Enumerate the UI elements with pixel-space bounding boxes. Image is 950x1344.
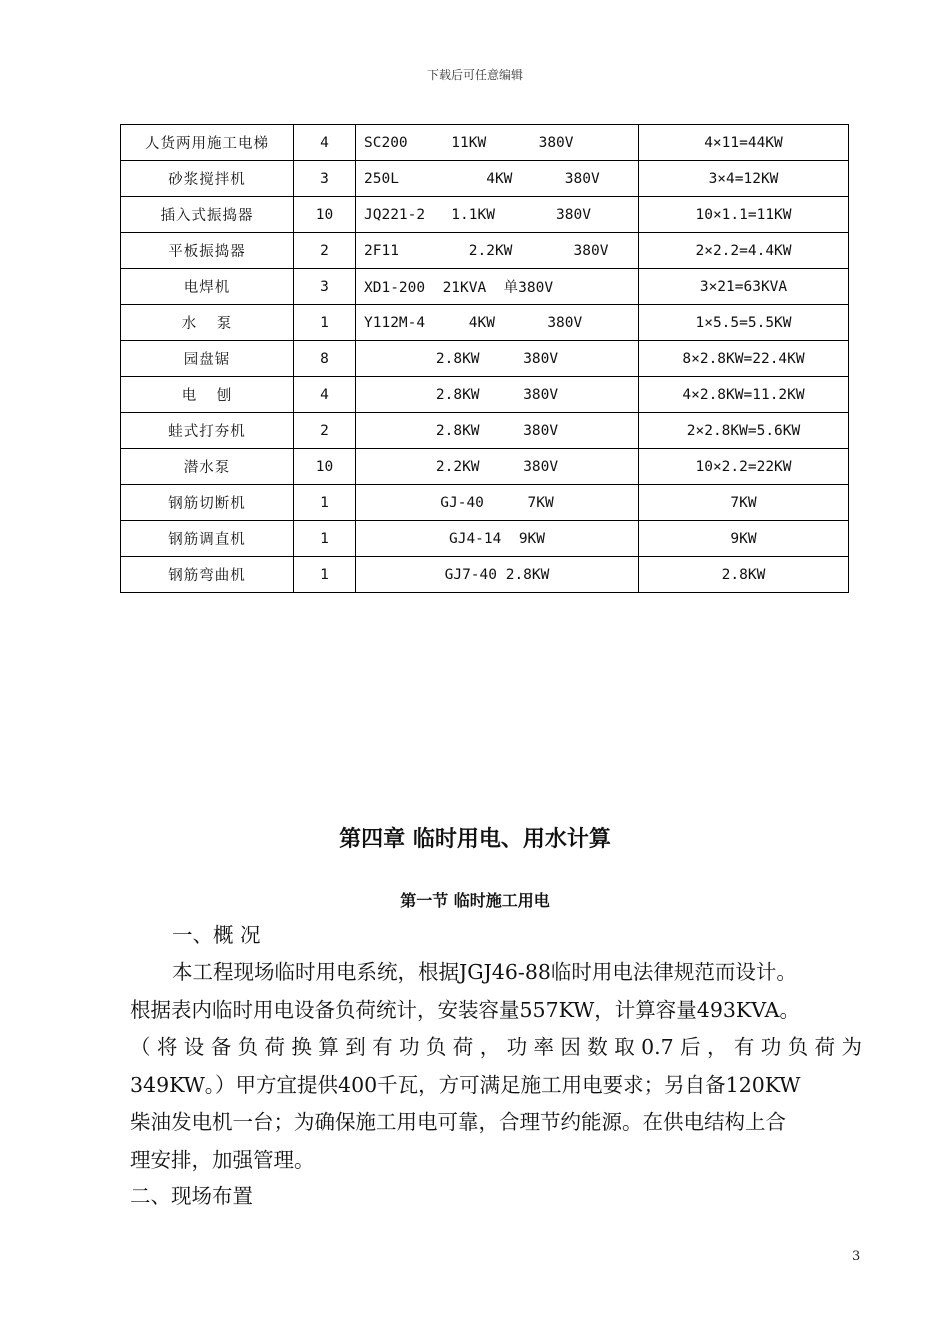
- paragraph-line: 柴油发电机一台；为确保施工用电可靠，合理节约能源。在供电结构上合: [130, 1110, 786, 1134]
- equipment-name-cell: 钢筋弯曲机: [121, 557, 294, 593]
- table-row: [121, 413, 849, 449]
- spec-cell: GJ7-40 2.8KW: [356, 557, 639, 593]
- equipment-name-cell: 园盘锯: [121, 341, 294, 377]
- quantity-cell: 8: [294, 341, 356, 377]
- quantity-cell: 10: [294, 449, 356, 485]
- equipment-name-cell: 蛙式打夯机: [121, 413, 294, 449]
- table-row: [121, 341, 849, 377]
- equipment-table-body: [121, 125, 849, 593]
- equipment-name-cell: 电焊机: [121, 269, 294, 305]
- quantity-cell: 1: [294, 305, 356, 341]
- heading-overview: 一、概 况: [172, 923, 261, 947]
- spec-cell: SC200 11KW 380V: [356, 125, 639, 161]
- equipment-table: [120, 124, 849, 593]
- heading-site-layout: 二、现场布置: [130, 1184, 253, 1208]
- table-row: [121, 233, 849, 269]
- quantity-cell: 10: [294, 197, 356, 233]
- page-number: 3: [852, 1249, 861, 1264]
- equipment-name-cell: 水 泵: [121, 305, 294, 341]
- paragraph-line: 理安排，加强管理。: [130, 1147, 315, 1172]
- table-row: [121, 485, 849, 521]
- table-row: [121, 269, 849, 305]
- spec-cell: 2F11 2.2KW 380V: [356, 233, 639, 269]
- total-load-cell: 4×2.8KW=11.2KW: [639, 377, 849, 413]
- spec-cell: Y112M-4 4KW 380V: [356, 305, 639, 341]
- total-load-cell: 2×2.8KW=5.6KW: [639, 413, 849, 449]
- table-row: [121, 125, 849, 161]
- total-load-cell: 3×4=12KW: [639, 161, 849, 197]
- equipment-name-cell: 平板振捣器: [121, 233, 294, 269]
- total-load-cell: 10×2.2=22KW: [639, 449, 849, 485]
- quantity-cell: 3: [294, 161, 356, 197]
- quantity-cell: 1: [294, 485, 356, 521]
- quantity-cell: 1: [294, 521, 356, 557]
- table-row: [121, 449, 849, 485]
- table-row: [121, 305, 849, 341]
- spec-cell: 2.8KW 380V: [356, 413, 639, 449]
- total-load-cell: 7KW: [639, 485, 849, 521]
- quantity-cell: 2: [294, 413, 356, 449]
- section-title: 第一节 临时施工用电: [400, 891, 550, 910]
- table-row: [121, 377, 849, 413]
- spec-cell: 2.2KW 380V: [356, 449, 639, 485]
- spec-cell: 2.8KW 380V: [356, 377, 639, 413]
- total-load-cell: 2.8KW: [639, 557, 849, 593]
- total-load-cell: 4×11=44KW: [639, 125, 849, 161]
- chapter-title: 第四章 临时用电、用水计算: [339, 827, 611, 852]
- total-load-cell: 3×21=63KVA: [639, 269, 849, 305]
- table-row: [121, 197, 849, 233]
- table-row: [121, 557, 849, 593]
- equipment-name-cell: 潜水泵: [121, 449, 294, 485]
- quantity-cell: 1: [294, 557, 356, 593]
- equipment-name-cell: 砂浆搅拌机: [121, 161, 294, 197]
- equipment-name-cell: 钢筋调直机: [121, 521, 294, 557]
- spec-cell: 250L 4KW 380V: [356, 161, 639, 197]
- total-load-cell: 9KW: [639, 521, 849, 557]
- overview-paragraph: [130, 954, 862, 1179]
- equipment-name-cell: 电 刨: [121, 377, 294, 413]
- quantity-cell: 4: [294, 377, 356, 413]
- spec-cell: 2.8KW 380V: [356, 341, 639, 377]
- spec-cell: XD1-200 21KVA 单380V: [356, 269, 639, 305]
- paragraph-line: 根据表内临时用电设备负荷统计，安装容量557KW，计算容量493KVA。: [130, 997, 800, 1022]
- equipment-name-cell: 钢筋切断机: [121, 485, 294, 521]
- spec-cell: GJ4-14 9KW: [356, 521, 639, 557]
- paragraph-line: 本工程现场临时用电系统，根据JGJ46-88临时用电法律规范而设计。: [172, 960, 797, 984]
- total-load-cell: 2×2.2=4.4KW: [639, 233, 849, 269]
- paragraph-line: 349KW。）甲方宜提供400千瓦，方可满足施工用电要求；另自备120KW: [130, 1072, 801, 1097]
- spec-cell: GJ-40 7KW: [356, 485, 639, 521]
- equipment-name-cell: 人货两用施工电梯: [121, 125, 294, 161]
- total-load-cell: 8×2.8KW=22.4KW: [639, 341, 849, 377]
- table-row: [121, 521, 849, 557]
- quantity-cell: 2: [294, 233, 356, 269]
- total-load-cell: 10×1.1=11KW: [639, 197, 849, 233]
- spec-cell: JQ221-2 1.1KW 380V: [356, 197, 639, 233]
- quantity-cell: 4: [294, 125, 356, 161]
- quantity-cell: 3: [294, 269, 356, 305]
- table-row: [121, 161, 849, 197]
- paragraph-line: （将设备负荷换算到有功负荷，功率因数取0.7后，有功负荷为: [130, 1035, 862, 1059]
- total-load-cell: 1×5.5=5.5KW: [639, 305, 849, 341]
- equipment-name-cell: 插入式振捣器: [121, 197, 294, 233]
- header-note: 下载后可任意编辑: [426, 68, 523, 82]
